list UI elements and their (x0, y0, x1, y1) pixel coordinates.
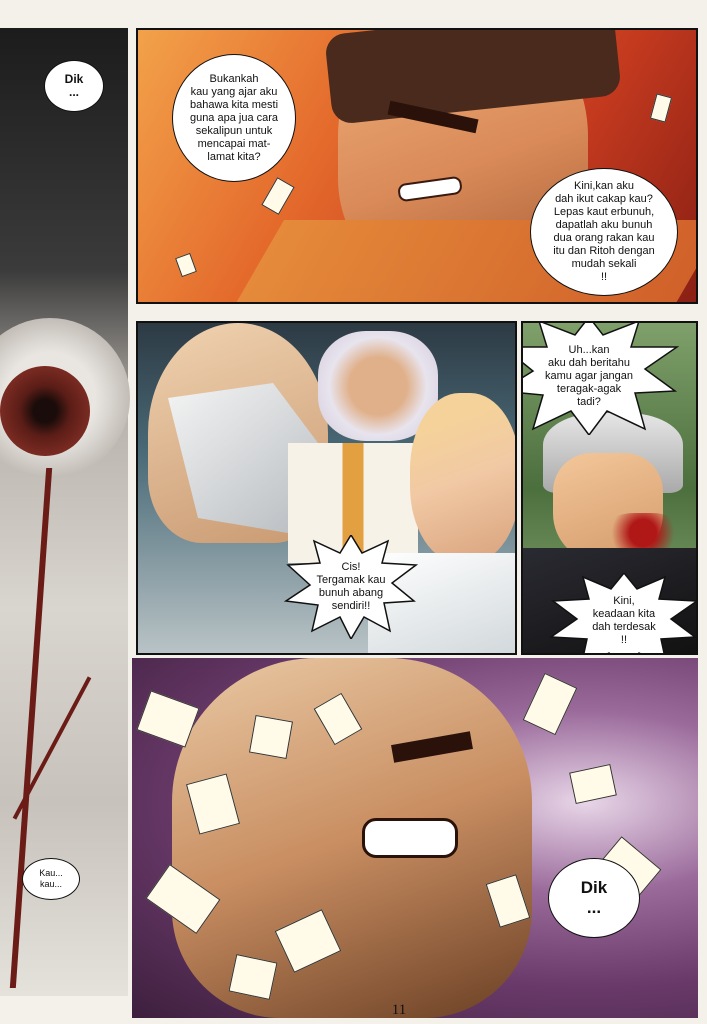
speech-burst-cis-text: Cis! Tergamak kau bunuh abang sendiri!! (316, 561, 386, 612)
panel-3 (521, 321, 698, 655)
panel-2 (136, 321, 517, 655)
speech-bubble-dik-small: Dik ... (44, 60, 104, 112)
glass-shard (523, 673, 578, 735)
speech-bubble-kau: Kau... kau... (22, 858, 80, 900)
panel-4 (132, 658, 698, 1018)
speech-bubble-villain-right: Kini,kan aku dah ikut cakap kau? Lepas kaut erbunuh, dapatlah aku bunuh dua orang rakan kau itu dan Ritoh dengan mudah sekali !! (530, 168, 678, 296)
glass-shard (175, 253, 197, 277)
glass-shard (569, 764, 617, 804)
speech-bubble-villain-left: Bukankah kau yang ajar aku bahawa kita mesti guna apa jua cara sekalipun untuk mencapai mat- lamat kita? (172, 54, 296, 182)
page-number: 11 (391, 1002, 407, 1018)
blood-vein-branch (13, 676, 92, 819)
speech-bubble-dik-large: Dik ... (548, 858, 640, 938)
shattered-face-mouth (362, 818, 458, 858)
blood-splatter (603, 513, 683, 553)
speech-burst-cis (284, 535, 418, 639)
glass-shard (261, 177, 294, 215)
speech-burst-kini-text: Kini, keadaan kita dah terdesak !! (592, 595, 656, 646)
glass-shard (650, 93, 672, 122)
speech-burst-kini (549, 573, 698, 655)
speech-burst-uhkan-text: Uh...kan aku dah beritahu kamu agar jangan teragak-agak tadi? (544, 343, 634, 408)
glass-shard (249, 715, 293, 759)
eye-iris (0, 366, 90, 456)
speech-burst-uhkan (521, 321, 679, 435)
panel-1 (136, 28, 698, 304)
glasses-blond-man (410, 393, 517, 563)
side-strip (0, 28, 128, 996)
blood-vein (10, 468, 52, 988)
